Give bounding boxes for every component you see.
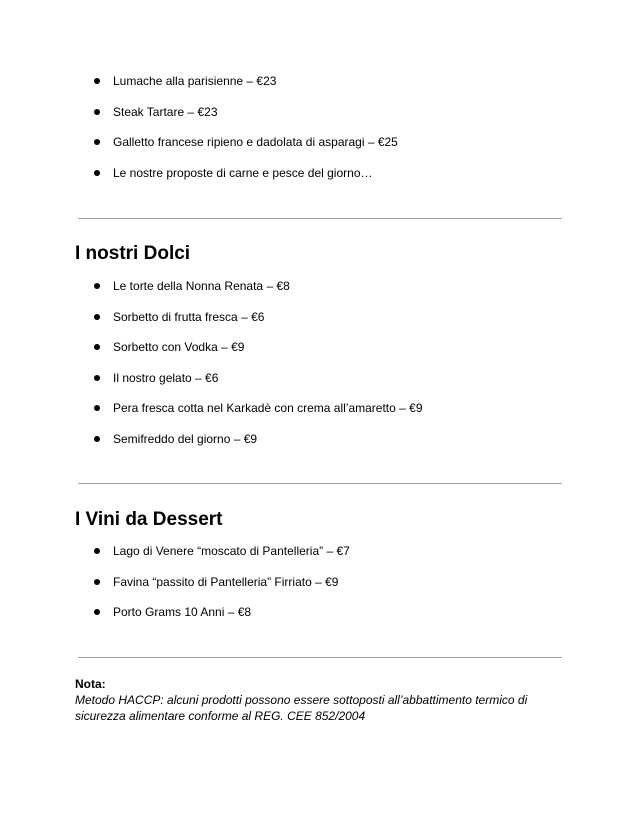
bullet-icon (94, 548, 100, 554)
bullet-icon (94, 436, 100, 442)
bullet-icon (94, 78, 100, 84)
divider (78, 483, 562, 484)
bullet-icon (94, 314, 100, 320)
bullet-icon (94, 283, 100, 289)
bullet-icon (94, 109, 100, 115)
bullet-icon (94, 375, 100, 381)
bullet-icon (94, 609, 100, 615)
bullet-icon (94, 139, 100, 145)
section-title-dolci: I nostri Dolci (75, 243, 191, 264)
section-title-vini: I Vini da Dessert (75, 509, 223, 530)
note-label: Nota: (75, 677, 106, 691)
bullet-icon (94, 405, 100, 411)
note-text: Metodo HACCP: alcuni prodotti possono essere sottoposti all’abbattimento termico di sicurezza alimentare conforme al REG. CEE 852/2004 (75, 693, 528, 723)
divider (78, 218, 562, 219)
divider (78, 657, 562, 658)
note (75, 676, 575, 724)
bullet-icon (94, 579, 100, 585)
bullet-icon (94, 170, 100, 176)
bullet-icon (94, 344, 100, 350)
